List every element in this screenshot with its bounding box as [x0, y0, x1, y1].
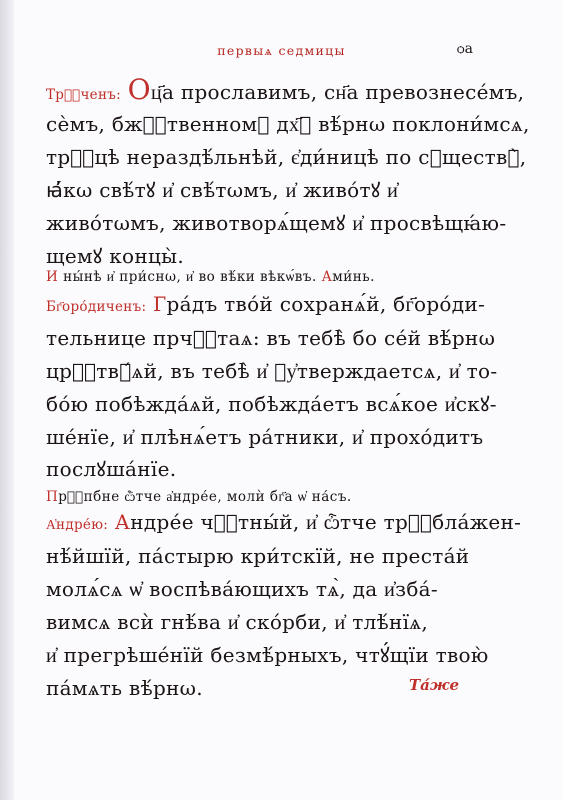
- refrain-line: [46, 488, 462, 506]
- text-line: ндре́е чⷭ҇тны́й, и҆ ѽтче трⷪ҇бла́жен-: [130, 510, 522, 534]
- troparion-2-line-3: молѧ́сѧ ѡ҆ воспѣва́ющихъ тѧ̀, да и҆зба́-: [46, 577, 438, 601]
- theotokion-label: Бг҃оро́диченъ:: [46, 299, 147, 315]
- drop-cap: О: [127, 73, 151, 106]
- drop-cap: И: [46, 269, 59, 285]
- troparion-1-line-2: сѐмъ, бжⷭ҇твенномꙋ дх҃ꙋ вѣ́рнω поклони́мсѧ,: [46, 112, 530, 136]
- catchword: Та́же: [408, 676, 459, 694]
- troparion-1-line-3: трⷪ҇цѣ нераздѣ́льнѣй, є҆ди́ницѣ по сꙋществꙋ̀,: [46, 145, 527, 169]
- doxology-line: [46, 268, 462, 286]
- refrain-text: рⷪ҇пбне ѽтче а҆ндре́е, молѝ бг҃а ѡ҆ на́съ.: [58, 489, 352, 505]
- running-head: первыѧ седмицы: [217, 43, 346, 58]
- theotokion-line-4: бо́ю побѣжда́ѧй, побѣжда́етъ всѧ́кое и҆скꙋ-: [46, 392, 497, 416]
- troparion-2-line-2: нѣ́йшїй, па́стырю кри́тскїй, не преста́й: [46, 544, 470, 568]
- troparion-label: А҆ндре́ю:: [46, 517, 109, 533]
- troparion-2-line-1: [46, 510, 522, 537]
- text-line: ц҃а прославимъ, сн҃а превознесе́мъ,: [150, 80, 525, 104]
- drop-cap: П: [46, 489, 59, 505]
- page-gutter-shadow: [0, 0, 14, 800]
- page-number: ѻа: [456, 41, 473, 57]
- theotokion-line-2: тельнице прчⷭ҇таѧ: въ тебѣ̀ бо се́й вѣ́рнω: [46, 326, 496, 350]
- troparion-1-line-5: живо́тωмъ, животворѧ́щемꙋ и҆ просвѣщꙗ́ю-: [46, 211, 507, 235]
- theotokion-line-6: послꙋша́нїе.: [46, 457, 177, 481]
- doxology-text: ны́нѣ и҆ при́снω, и҆ во вѣ́ки вѣкѡ́въ.: [63, 269, 317, 285]
- theotokion-line-5: ше́нїе, и҆ плѣнѧ́етъ ра́тники, и҆ прохо́дитъ: [46, 425, 484, 449]
- drop-cap: А: [114, 510, 131, 534]
- troparion-1-line-4: ꙗ҆́кω свѣ́тꙋ и҆ свѣ́тωмъ, и҆ живо́тꙋ и҆: [46, 178, 399, 202]
- troparion-1-line-1: [46, 73, 525, 107]
- troparion-1-line-6: щемꙋ концы̀.: [46, 244, 185, 268]
- troparion-2-line-5: и҆ прегрѣше́нїй безмѣ́рныхъ, чтꙋ́щїи твою̀: [46, 643, 489, 667]
- amen-text: ми́нь.: [332, 269, 375, 285]
- theotokion-line-1: [46, 292, 486, 319]
- text-line: ра́дъ тво́й сохранѧ́й, бг҃оро́ди-: [166, 292, 486, 316]
- theotokion-line-3: црⷭ҇твꙋ́ѧй, въ тебѣ̀ и҆ ᲂу҆тверждаетсѧ, и҆ то-: [46, 359, 498, 383]
- troparion-2-line-4: вимсѧ всѝ гнѣ́ва и҆ ско́рби, и҆ тлѣ́нїѧ,: [46, 610, 429, 634]
- troparion-2-line-6: па́мѧть вѣ́рнω.: [46, 676, 203, 700]
- troparion-label: Трⷪ҇ченъ:: [46, 87, 121, 103]
- amen-cap: А: [321, 269, 333, 285]
- drop-cap: Г: [153, 292, 167, 316]
